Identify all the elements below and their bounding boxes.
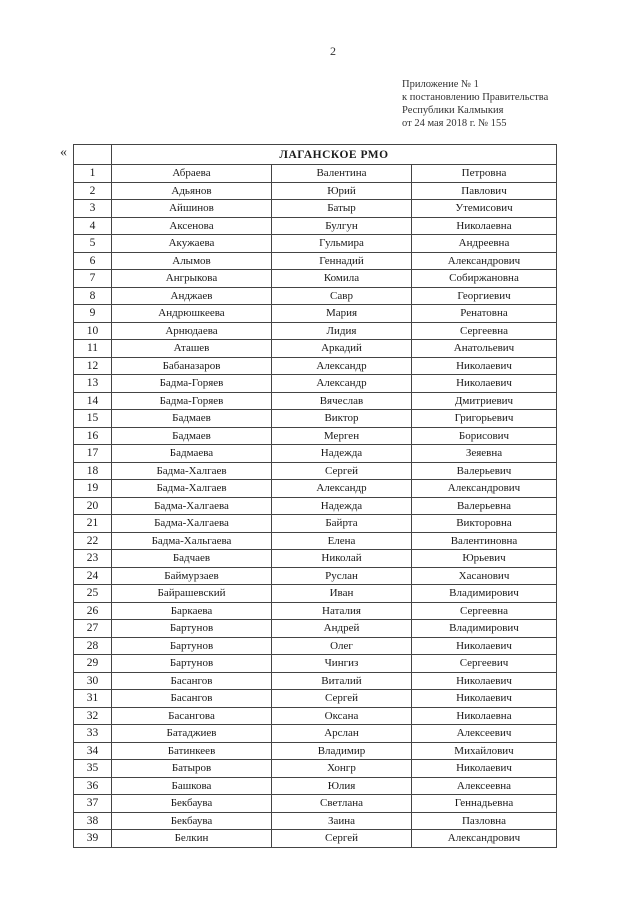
first-name: Александр [272,375,412,393]
first-name: Андрей [272,620,412,638]
row-number: 37 [74,795,112,813]
patronymic: Николаевич [412,690,557,708]
last-name: Батинкеев [112,742,272,760]
row-number: 20 [74,497,112,515]
patronymic: Николаевна [412,217,557,235]
row-number: 12 [74,357,112,375]
last-name: Байрашевский [112,585,272,603]
appendix-header [402,78,548,130]
table-row [74,620,557,638]
last-name: Баймурзаев [112,567,272,585]
first-name: Мерген [272,427,412,445]
row-number: 9 [74,305,112,323]
patronymic: Николаевич [412,760,557,778]
table-row [74,690,557,708]
row-number: 10 [74,322,112,340]
row-number: 13 [74,375,112,393]
patronymic: Утемисович [412,200,557,218]
patronymic: Александрович [412,252,557,270]
patronymic: Сергеевна [412,322,557,340]
row-number: 25 [74,585,112,603]
appendix-line: к постановлению Правительства [402,92,549,103]
row-number: 4 [74,217,112,235]
table-row [74,795,557,813]
last-name: Бартунов [112,637,272,655]
first-name: Олег [272,637,412,655]
table-row [74,270,557,288]
first-name: Сергей [272,830,412,848]
table-row [74,830,557,848]
patronymic: Зеяевна [412,445,557,463]
last-name: Басангов [112,672,272,690]
table-row [74,812,557,830]
row-number: 11 [74,340,112,358]
table-row [74,217,557,235]
last-name: Бадмаев [112,427,272,445]
first-name: Аркадий [272,340,412,358]
patronymic: Владимирович [412,620,557,638]
row-number: 31 [74,690,112,708]
row-number: 15 [74,410,112,428]
row-number: 28 [74,637,112,655]
row-number: 29 [74,655,112,673]
first-name: Вячеслав [272,392,412,410]
first-name: Заина [272,812,412,830]
page-number: 2 [330,44,336,58]
row-number: 21 [74,515,112,533]
row-number: 33 [74,725,112,743]
last-name: Аксенова [112,217,272,235]
row-number: 36 [74,777,112,795]
row-number: 5 [74,235,112,253]
table-row [74,235,557,253]
patronymic: Пазловна [412,812,557,830]
last-name: Бартунов [112,655,272,673]
table-row [74,252,557,270]
last-name: Бадмаева [112,445,272,463]
row-number: 8 [74,287,112,305]
patronymic: Сергеевна [412,602,557,620]
last-name: Арнюдаева [112,322,272,340]
table-row [74,777,557,795]
row-number: 30 [74,672,112,690]
patronymic: Николаевич [412,637,557,655]
row-number: 32 [74,707,112,725]
patronymic: Александрович [412,480,557,498]
row-number: 34 [74,742,112,760]
row-number: 6 [74,252,112,270]
patronymic: Валерьевич [412,462,557,480]
first-name: Савр [272,287,412,305]
table-row [74,725,557,743]
appendix-line: Республики Калмыкия [402,105,504,116]
patronymic: Валерьевна [412,497,557,515]
first-name: Александр [272,357,412,375]
table-row [74,567,557,585]
first-name: Виталий [272,672,412,690]
last-name: Бадма-Халгаева [112,515,272,533]
last-name: Бадма-Халгаев [112,480,272,498]
patronymic: Анатольевич [412,340,557,358]
first-name: Александр [272,480,412,498]
opening-quote: « [60,145,67,160]
patronymic: Юрьевич [412,550,557,568]
table-row [74,637,557,655]
row-number: 17 [74,445,112,463]
last-name: Абраева [112,165,272,183]
last-name: Басангова [112,707,272,725]
patronymic: Николаевич [412,375,557,393]
table-row [74,445,557,463]
last-name: Белкин [112,830,272,848]
table-row [74,497,557,515]
last-name: Бекбаува [112,812,272,830]
patronymic: Николаевич [412,357,557,375]
last-name: Бабаназаров [112,357,272,375]
row-number: 2 [74,182,112,200]
row-number: 1 [74,165,112,183]
table-row [74,287,557,305]
first-name: Иван [272,585,412,603]
first-name: Лидия [272,322,412,340]
first-name: Надежда [272,497,412,515]
table-row [74,480,557,498]
row-number: 7 [74,270,112,288]
table-header-row [74,145,557,165]
last-name: Батыров [112,760,272,778]
table-row [74,655,557,673]
last-name: Ангрыкова [112,270,272,288]
table-row [74,585,557,603]
last-name: Айшинов [112,200,272,218]
patronymic: Алексеевна [412,777,557,795]
first-name: Булгун [272,217,412,235]
last-name: Бадма-Горяев [112,392,272,410]
patronymic: Ренатовна [412,305,557,323]
last-name: Бадма-Халгаев [112,462,272,480]
patronymic: Николаевна [412,707,557,725]
row-number: 24 [74,567,112,585]
first-name: Мария [272,305,412,323]
patronymic: Дмитриевич [412,392,557,410]
first-name: Николай [272,550,412,568]
first-name: Наталия [272,602,412,620]
patronymic: Григорьевич [412,410,557,428]
patronymic: Николаевич [412,672,557,690]
table-row [74,392,557,410]
first-name: Арслан [272,725,412,743]
first-name: Хонгр [272,760,412,778]
last-name: Бадмаев [112,410,272,428]
table-row [74,462,557,480]
table-row [74,707,557,725]
first-name: Байрта [272,515,412,533]
first-name: Юлия [272,777,412,795]
patronymic: Валентиновна [412,532,557,550]
last-name: Алымов [112,252,272,270]
last-name: Акужаева [112,235,272,253]
first-name: Гульмира [272,235,412,253]
appendix-line: Приложение № 1 [402,79,479,90]
row-number: 38 [74,812,112,830]
roster-table [73,144,557,848]
row-number: 39 [74,830,112,848]
table-row [74,182,557,200]
table-row [74,305,557,323]
last-name: Баркаева [112,602,272,620]
table-row [74,357,557,375]
last-name: Бадма-Хальгаева [112,532,272,550]
first-name: Руслан [272,567,412,585]
patronymic: Викторовна [412,515,557,533]
table-row [74,742,557,760]
table-row [74,550,557,568]
row-number: 23 [74,550,112,568]
table-row [74,200,557,218]
row-number: 26 [74,602,112,620]
patronymic: Хасанович [412,567,557,585]
table-row [74,322,557,340]
table-row [74,760,557,778]
last-name: Бадчаев [112,550,272,568]
first-name: Виктор [272,410,412,428]
row-number: 35 [74,760,112,778]
first-name: Сергей [272,462,412,480]
row-number: 19 [74,480,112,498]
region-title [74,145,112,165]
first-name: Валентина [272,165,412,183]
appendix-line: от 24 мая 2018 г. № 155 [402,118,507,129]
row-number: 22 [74,532,112,550]
last-name: Батаджиев [112,725,272,743]
patronymic: Борисович [412,427,557,445]
last-name: Анджаев [112,287,272,305]
table-row [74,602,557,620]
first-name: Сергей [272,690,412,708]
table-row [74,672,557,690]
last-name: Аташев [112,340,272,358]
row-number: 18 [74,462,112,480]
table-row [74,427,557,445]
last-name: Басангов [112,690,272,708]
first-name: Геннадий [272,252,412,270]
table-row [74,410,557,428]
last-name: Башкова [112,777,272,795]
row-number: 14 [74,392,112,410]
patronymic: Владимирович [412,585,557,603]
patronymic: Сергеевич [412,655,557,673]
table-row [74,340,557,358]
row-number: 16 [74,427,112,445]
last-name: Бекбаува [112,795,272,813]
last-name: Адьянов [112,182,272,200]
last-name: Бадма-Халгаева [112,497,272,515]
row-number: 3 [74,200,112,218]
row-number: 27 [74,620,112,638]
patronymic: Александрович [412,830,557,848]
first-name: Чингиз [272,655,412,673]
patronymic: Петровна [412,165,557,183]
first-name: Елена [272,532,412,550]
last-name: Андрюшкеева [112,305,272,323]
last-name: Бадма-Горяев [112,375,272,393]
first-name: Батыр [272,200,412,218]
first-name: Оксана [272,707,412,725]
table-row [74,532,557,550]
last-name: Бартунов [112,620,272,638]
patronymic: Михайлович [412,742,557,760]
patronymic: Андреевна [412,235,557,253]
region-title-text: ЛАГАНСКОЕ РМО [112,145,557,165]
patronymic: Алексеевич [412,725,557,743]
first-name: Юрий [272,182,412,200]
first-name: Комила [272,270,412,288]
table-row [74,515,557,533]
table-row [74,375,557,393]
first-name: Надежда [272,445,412,463]
roster-body [74,165,557,848]
patronymic: Геннадьевна [412,795,557,813]
patronymic: Георгиевич [412,287,557,305]
first-name: Светлана [272,795,412,813]
table-row [74,165,557,183]
first-name: Владимир [272,742,412,760]
patronymic: Павлович [412,182,557,200]
patronymic: Собиржановна [412,270,557,288]
